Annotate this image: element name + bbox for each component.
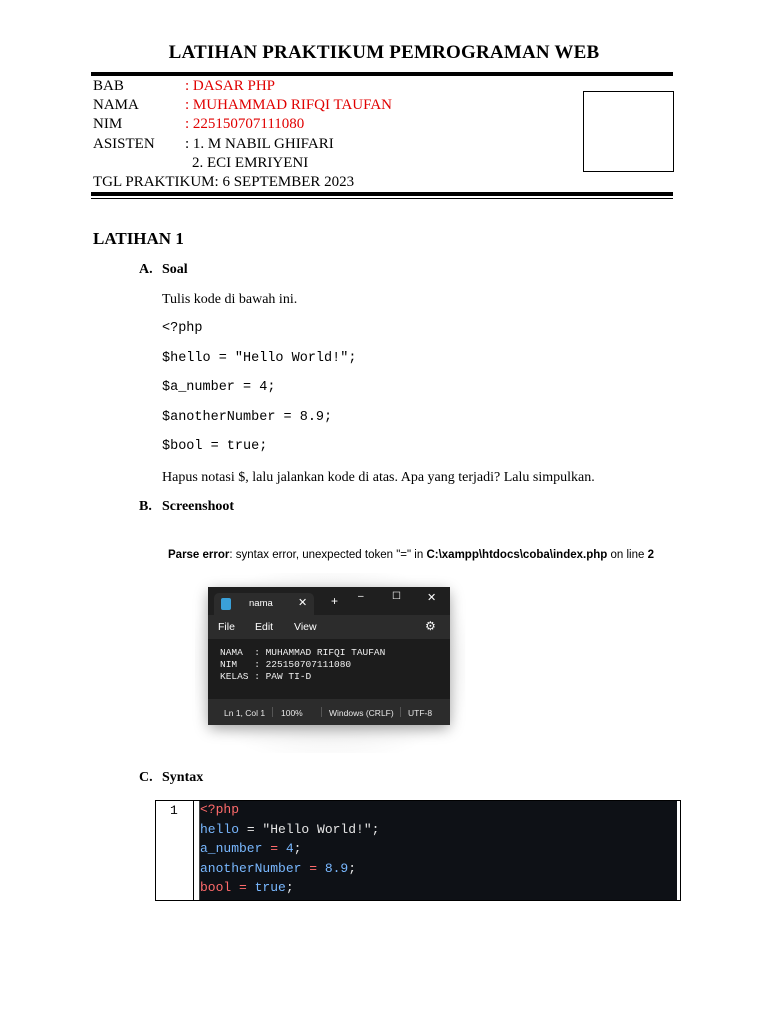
syntax-line xyxy=(200,802,239,817)
syntax-table xyxy=(155,800,681,901)
notepad-window xyxy=(208,587,450,725)
nim-label: NIM xyxy=(93,116,123,132)
syntax-token: = xyxy=(301,860,325,876)
maximize-icon[interactable]: ☐ xyxy=(392,591,401,602)
syntax-line xyxy=(200,822,379,837)
new-tab-icon[interactable]: + xyxy=(331,594,339,608)
menu-file[interactable]: File xyxy=(218,621,235,633)
status-line-ending: Windows (CRLF) xyxy=(329,708,394,718)
menu-view[interactable]: View xyxy=(294,621,317,633)
code-line: <?php xyxy=(162,321,203,336)
section-b-title: Screenshoot xyxy=(162,499,235,514)
syntax-token: anotherNumber xyxy=(200,860,302,876)
code-line: $hello = "Hello World!"; xyxy=(162,351,357,366)
parse-error-message xyxy=(168,549,654,561)
syntax-token: true xyxy=(254,880,286,896)
close-icon[interactable]: ✕ xyxy=(427,592,437,604)
nama-label: NAMA xyxy=(93,97,139,113)
syntax-line xyxy=(200,841,301,856)
section-a-letter: A. xyxy=(139,262,153,277)
tgl-praktikum-text: TGL PRAKTIKUM: 6 SEPTEMBER 2023 xyxy=(93,174,355,190)
syntax-token: = xyxy=(231,880,255,896)
code-line: $bool = true; xyxy=(162,439,268,454)
status-separator xyxy=(400,707,401,717)
parse-error-line-number: 2 xyxy=(647,549,654,561)
screenshot-image xyxy=(165,545,654,753)
syntax-token: <?php xyxy=(200,802,240,817)
section-b-letter: B. xyxy=(139,499,152,514)
header-bottom-rule xyxy=(91,192,673,196)
notepad-titlebar xyxy=(208,587,450,615)
header-bottom-thin-rule xyxy=(91,198,673,199)
syntax-token: bool xyxy=(200,880,232,896)
code-line: $a_number = 4; xyxy=(162,380,276,395)
editor-line: KELAS : PAW TI-D xyxy=(220,671,312,682)
tab-close-icon[interactable]: ✕ xyxy=(298,597,308,609)
syntax-code-block xyxy=(199,801,677,900)
syntax-token: = xyxy=(262,841,286,857)
asisten-value-1: : 1. M NABIL GHIFARI xyxy=(185,136,334,152)
section-c-letter: C. xyxy=(139,770,153,785)
section-a-heading xyxy=(139,262,188,278)
section-a-title: Soal xyxy=(162,262,188,277)
parse-error-line-text: on line xyxy=(607,549,648,561)
syntax-token: a_number xyxy=(200,841,263,857)
status-encoding: UTF-8 xyxy=(408,708,433,718)
bab-value: : DASAR PHP xyxy=(185,78,276,94)
nim-value: : 225150707111080 xyxy=(185,116,305,132)
syntax-token: 8.9 xyxy=(324,860,349,876)
editor-line: NIM : 225150707111080 xyxy=(220,659,352,670)
document-title: LATIHAN PRAKTIKUM PEMROGRAMAN WEB xyxy=(168,42,600,63)
status-zoom: 100% xyxy=(281,708,303,718)
notepad-statusbar xyxy=(208,699,450,725)
editor-line: NAMA : MUHAMMAD RIFQI TAUFAN xyxy=(220,647,386,658)
notepad-editor[interactable] xyxy=(208,639,450,699)
status-position: Ln 1, Col 1 xyxy=(224,708,266,718)
notepad-tab-title: nama xyxy=(249,598,273,609)
bab-label: BAB xyxy=(93,78,124,94)
notepad-tab[interactable] xyxy=(214,593,314,615)
syntax-token: ; xyxy=(348,860,357,876)
nama-value: : MUHAMMAD RIFQI TAUFAN xyxy=(185,97,393,113)
asisten-value-2: 2. ECI EMRIYENI xyxy=(192,155,309,171)
status-separator xyxy=(321,707,322,717)
code-line: $anotherNumber = 8.9; xyxy=(162,410,333,425)
syntax-token: 4 xyxy=(285,841,294,857)
latihan-heading: LATIHAN 1 xyxy=(93,229,184,248)
notepad-app-icon xyxy=(221,598,231,610)
minimize-icon[interactable]: – xyxy=(358,591,364,602)
syntax-token: ; xyxy=(285,880,294,896)
section-b-heading xyxy=(139,499,234,515)
line-number: 1 xyxy=(170,803,178,818)
notepad-menubar xyxy=(208,615,450,639)
menu-edit[interactable]: Edit xyxy=(255,621,274,633)
parse-error-text: : syntax error, unexpected token "=" in xyxy=(229,549,427,561)
syntax-token: ; xyxy=(293,841,302,857)
syntax-token: = "Hello World!"; xyxy=(239,821,380,837)
header-top-rule xyxy=(91,72,673,76)
section-c-title: Syntax xyxy=(162,770,204,785)
syntax-line xyxy=(200,880,294,895)
asisten-label: ASISTEN xyxy=(93,136,155,152)
gear-icon[interactable]: ⚙ xyxy=(425,619,436,633)
status-separator xyxy=(272,707,273,717)
section-c-heading xyxy=(139,770,203,786)
photo-box xyxy=(583,91,674,172)
parse-error-label: Parse error xyxy=(168,549,230,561)
syntax-token: hello xyxy=(200,821,240,837)
parse-error-path: C:\xampp\htdocs\coba\index.php xyxy=(426,549,608,561)
instruction-text: Tulis kode di bawah ini. xyxy=(162,292,298,307)
line-number-column xyxy=(156,801,194,900)
syntax-line xyxy=(200,861,356,876)
question-text: Hapus notasi $, lalu jalankan kode di atas. Apa yang terjadi? Lalu simpulkan. xyxy=(162,470,595,485)
